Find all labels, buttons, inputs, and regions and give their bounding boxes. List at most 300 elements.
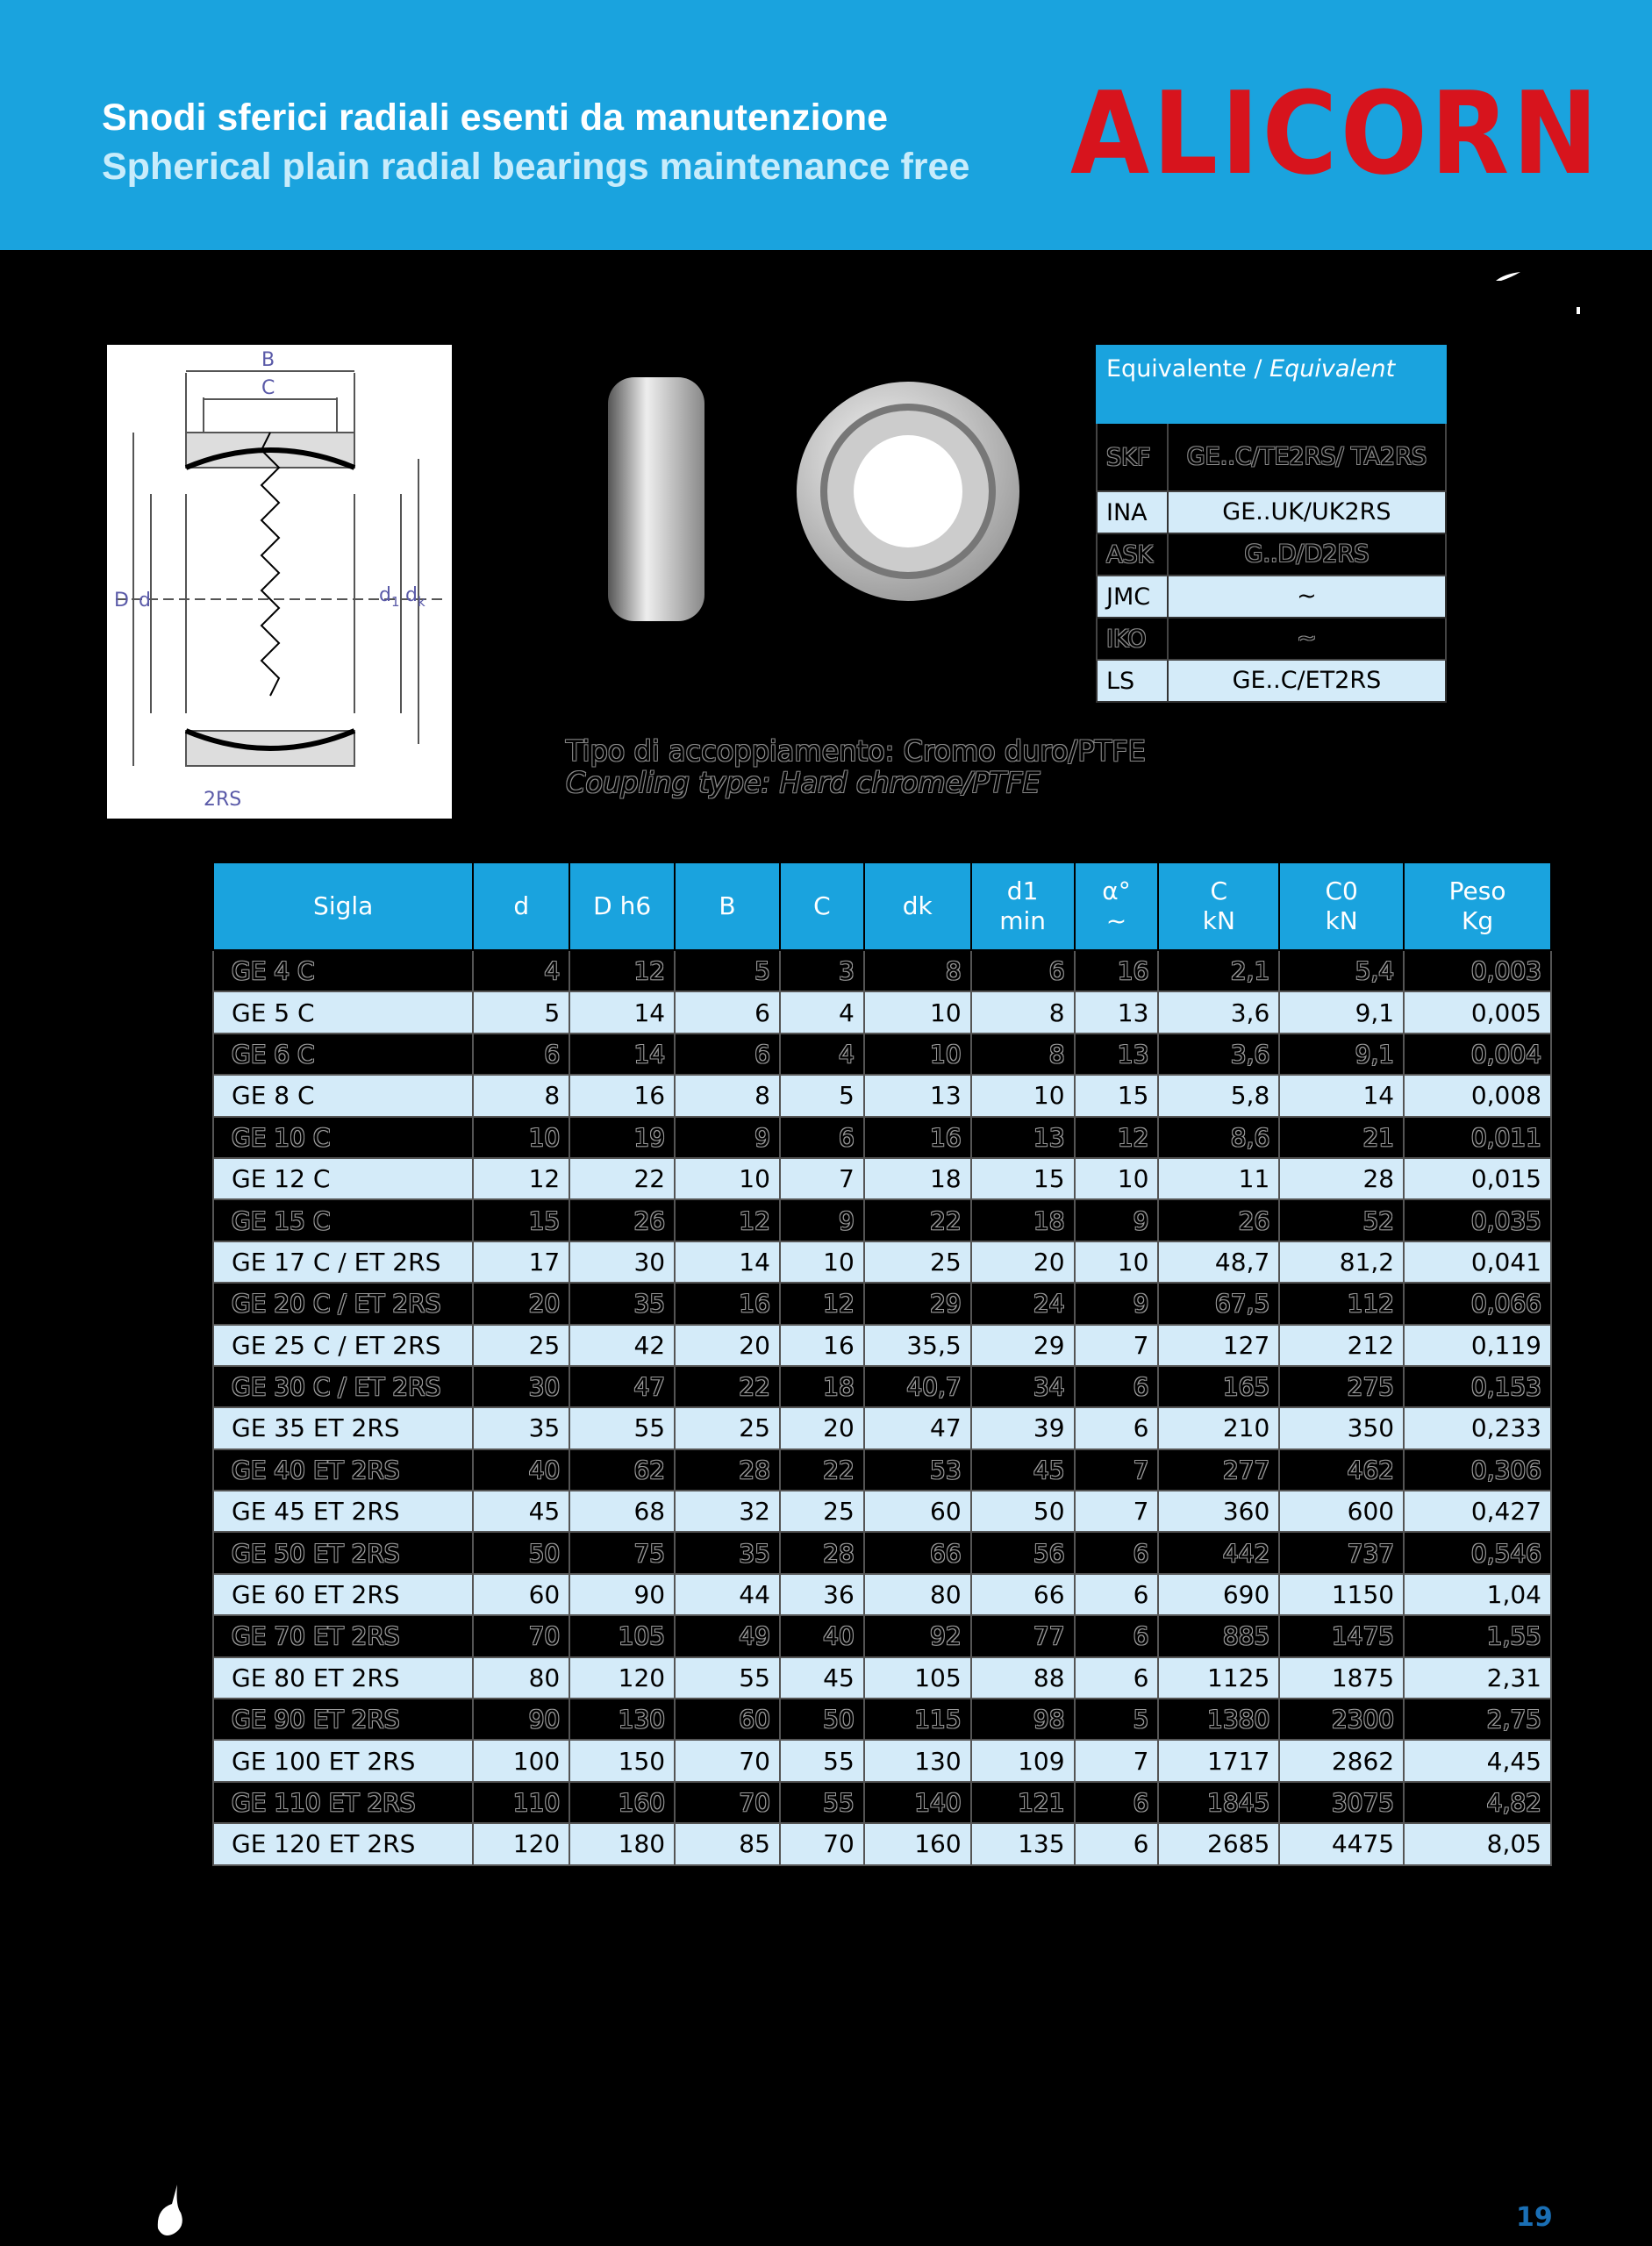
column-header-label: D h6 xyxy=(593,891,652,920)
value-cell: 45 xyxy=(780,1657,864,1699)
sigla-cell: GE 35 ET 2RS xyxy=(213,1407,473,1448)
value-cell: 6 xyxy=(675,991,780,1033)
sigla-cell: GE 20 C / ET 2RS xyxy=(213,1283,473,1324)
value-cell: 22 xyxy=(864,1199,971,1241)
equivalent-code: GE..UK/UK2RS xyxy=(1168,491,1446,533)
value-cell: 4,45 xyxy=(1404,1740,1551,1781)
value-cell: 80 xyxy=(864,1574,971,1615)
value-cell: 8 xyxy=(971,991,1075,1033)
value-cell: 5,4 xyxy=(1279,950,1404,991)
column-header-label: C0 xyxy=(1325,876,1358,905)
equivalent-code: GE..C/ET2RS xyxy=(1168,660,1446,702)
value-cell: 24 xyxy=(971,1283,1075,1324)
value-cell: 35 xyxy=(675,1532,780,1573)
value-cell: 0,035 xyxy=(1404,1199,1551,1241)
value-cell: 92 xyxy=(864,1615,971,1656)
value-cell: 15 xyxy=(473,1199,569,1241)
value-cell: 9 xyxy=(780,1199,864,1241)
value-cell: 9 xyxy=(675,1117,780,1158)
equivalent-code: ~ xyxy=(1168,618,1446,660)
equivalent-row xyxy=(1097,533,1446,576)
value-cell: 0,003 xyxy=(1404,950,1551,991)
value-cell: 135 xyxy=(971,1823,1075,1864)
value-cell: 7 xyxy=(1075,1449,1159,1491)
sigla-cell: GE 60 ET 2RS xyxy=(213,1574,473,1615)
bearing-section-diagram xyxy=(107,345,452,819)
value-cell: 16 xyxy=(780,1325,864,1366)
value-cell: 462 xyxy=(1279,1449,1404,1491)
value-cell: 3,6 xyxy=(1158,1034,1279,1075)
column-header-unit: kN xyxy=(1202,906,1235,935)
value-cell: 100 xyxy=(473,1740,569,1781)
sigla-cell: GE 4 C xyxy=(213,950,473,991)
value-cell: 19 xyxy=(569,1117,675,1158)
value-cell: 20 xyxy=(675,1325,780,1366)
value-cell: 2300 xyxy=(1279,1699,1404,1740)
value-cell: 40 xyxy=(780,1615,864,1656)
value-cell: 5 xyxy=(675,950,780,991)
value-cell: 14 xyxy=(569,991,675,1033)
value-cell: 36 xyxy=(780,1574,864,1615)
value-cell: 180 xyxy=(569,1823,675,1864)
table-row xyxy=(213,1823,1551,1864)
value-cell: 3 xyxy=(780,950,864,991)
equivalent-row xyxy=(1097,423,1446,491)
equivalent-brand: SKF xyxy=(1097,423,1168,491)
equivalent-heading xyxy=(1097,346,1446,423)
value-cell: 8 xyxy=(971,1034,1075,1075)
value-cell: 47 xyxy=(864,1407,971,1448)
value-cell: 3,6 xyxy=(1158,991,1279,1033)
value-cell: 350 xyxy=(1279,1407,1404,1448)
sigla-cell: GE 8 C xyxy=(213,1075,473,1116)
value-cell: 160 xyxy=(864,1823,971,1864)
value-cell: 40,7 xyxy=(864,1366,971,1407)
value-cell: 442 xyxy=(1158,1532,1279,1573)
value-cell: 6 xyxy=(780,1117,864,1158)
value-cell: 12 xyxy=(569,950,675,991)
value-cell: 110 xyxy=(473,1782,569,1823)
value-cell: 35,5 xyxy=(864,1325,971,1366)
label-dk: d xyxy=(405,584,418,606)
value-cell: 4 xyxy=(780,1034,864,1075)
value-cell: 2,31 xyxy=(1404,1657,1551,1699)
value-cell: 10 xyxy=(1075,1158,1159,1199)
column-header xyxy=(1158,862,1279,950)
table-row xyxy=(213,1117,1551,1158)
value-cell: 48,7 xyxy=(1158,1241,1279,1283)
value-cell: 360 xyxy=(1158,1491,1279,1532)
value-cell: 40 xyxy=(473,1449,569,1491)
value-cell: 85 xyxy=(675,1823,780,1864)
value-cell: 16 xyxy=(569,1075,675,1116)
sigla-cell: GE 10 C xyxy=(213,1117,473,1158)
column-header-label: d xyxy=(513,891,530,920)
label-C: C xyxy=(261,377,275,399)
value-cell: 0,066 xyxy=(1404,1283,1551,1324)
equivalent-brand: ASK xyxy=(1097,533,1168,576)
value-cell: 130 xyxy=(864,1740,971,1781)
value-cell: 50 xyxy=(780,1699,864,1740)
value-cell: 16 xyxy=(675,1283,780,1324)
value-cell: 20 xyxy=(473,1283,569,1324)
equivalent-brand: IKO xyxy=(1097,618,1168,660)
value-cell: 6 xyxy=(971,950,1075,991)
value-cell: 1845 xyxy=(1158,1782,1279,1823)
column-header xyxy=(473,862,569,950)
value-cell: 9,1 xyxy=(1279,1034,1404,1075)
brand-wordmark: ALICORN xyxy=(1070,75,1601,180)
label-B: B xyxy=(261,349,275,371)
coupling-type-it: Tipo di accoppiamento: Cromo duro/PTFE xyxy=(566,734,1146,768)
table-row xyxy=(213,1283,1551,1324)
equivalent-brand: LS xyxy=(1097,660,1168,702)
value-cell: 81,2 xyxy=(1279,1241,1404,1283)
value-cell: 70 xyxy=(675,1740,780,1781)
table-row xyxy=(213,1199,1551,1241)
value-cell: 25 xyxy=(675,1407,780,1448)
value-cell: 690 xyxy=(1158,1574,1279,1615)
value-cell: 60 xyxy=(864,1491,971,1532)
value-cell: 80 xyxy=(473,1657,569,1699)
label-d1: d xyxy=(379,584,391,606)
sigla-cell: GE 70 ET 2RS xyxy=(213,1615,473,1656)
sigla-cell: GE 6 C xyxy=(213,1034,473,1075)
column-header xyxy=(864,862,971,950)
value-cell: 45 xyxy=(971,1449,1075,1491)
value-cell: 1875 xyxy=(1279,1657,1404,1699)
value-cell: 29 xyxy=(971,1325,1075,1366)
value-cell: 150 xyxy=(569,1740,675,1781)
value-cell: 12 xyxy=(473,1158,569,1199)
value-cell: 1717 xyxy=(1158,1740,1279,1781)
value-cell: 26 xyxy=(569,1199,675,1241)
value-cell: 90 xyxy=(473,1699,569,1740)
value-cell: 10 xyxy=(780,1241,864,1283)
column-header-label: C xyxy=(1210,876,1228,905)
sigla-cell: GE 80 ET 2RS xyxy=(213,1657,473,1699)
page-header xyxy=(0,0,1652,250)
value-cell: 98 xyxy=(971,1699,1075,1740)
value-cell: 130 xyxy=(569,1699,675,1740)
value-cell: 0,004 xyxy=(1404,1034,1551,1075)
value-cell: 165 xyxy=(1158,1366,1279,1407)
value-cell: 10 xyxy=(1075,1241,1159,1283)
value-cell: 15 xyxy=(1075,1075,1159,1116)
value-cell: 55 xyxy=(780,1740,864,1781)
value-cell: 68 xyxy=(569,1491,675,1532)
value-cell: 5 xyxy=(780,1075,864,1116)
value-cell: 30 xyxy=(473,1366,569,1407)
value-cell: 77 xyxy=(971,1615,1075,1656)
sigla-cell: GE 120 ET 2RS xyxy=(213,1823,473,1864)
value-cell: 8 xyxy=(675,1075,780,1116)
column-header-label: Peso xyxy=(1448,876,1506,905)
column-header-label: B xyxy=(719,891,736,920)
title-italian: Snodi sferici radiali esenti da manutenzione xyxy=(102,97,889,139)
column-header xyxy=(780,862,864,950)
value-cell: 6 xyxy=(1075,1366,1159,1407)
sigla-cell: GE 15 C xyxy=(213,1199,473,1241)
table-row xyxy=(213,1740,1551,1781)
value-cell: 39 xyxy=(971,1407,1075,1448)
value-cell: 9 xyxy=(1075,1283,1159,1324)
label-D: D xyxy=(114,590,129,612)
column-header-unit: ~ xyxy=(1105,906,1127,935)
page-number: 19 xyxy=(1516,2202,1553,2233)
value-cell: 18 xyxy=(864,1158,971,1199)
value-cell: 17 xyxy=(473,1241,569,1283)
value-cell: 60 xyxy=(675,1699,780,1740)
value-cell: 105 xyxy=(569,1615,675,1656)
column-header-label: Sigla xyxy=(313,891,374,920)
unicorn-emblem-icon xyxy=(151,2183,195,2241)
sigla-cell: GE 110 ET 2RS xyxy=(213,1782,473,1823)
value-cell: 53 xyxy=(864,1449,971,1491)
value-cell: 90 xyxy=(569,1574,675,1615)
value-cell: 14 xyxy=(1279,1075,1404,1116)
value-cell: 9 xyxy=(1075,1199,1159,1241)
value-cell: 22 xyxy=(675,1366,780,1407)
value-cell: 2,1 xyxy=(1158,950,1279,991)
table-row xyxy=(213,1449,1551,1491)
value-cell: 14 xyxy=(569,1034,675,1075)
table-row xyxy=(213,1241,1551,1283)
value-cell: 1,04 xyxy=(1404,1574,1551,1615)
label-d1-sub: 1 xyxy=(391,594,400,610)
column-header xyxy=(1279,862,1404,950)
value-cell: 160 xyxy=(569,1782,675,1823)
value-cell: 32 xyxy=(675,1491,780,1532)
value-cell: 3075 xyxy=(1279,1782,1404,1823)
value-cell: 44 xyxy=(675,1574,780,1615)
value-cell: 50 xyxy=(473,1532,569,1573)
value-cell: 62 xyxy=(569,1449,675,1491)
value-cell: 28 xyxy=(780,1532,864,1573)
value-cell: 49 xyxy=(675,1615,780,1656)
value-cell: 15 xyxy=(971,1158,1075,1199)
value-cell: 55 xyxy=(569,1407,675,1448)
column-header-label: dk xyxy=(902,891,933,920)
value-cell: 121 xyxy=(971,1782,1075,1823)
value-cell: 18 xyxy=(971,1199,1075,1241)
value-cell: 0,153 xyxy=(1404,1366,1551,1407)
value-cell: 25 xyxy=(864,1241,971,1283)
alicorn-logo xyxy=(1070,75,1606,180)
table-row xyxy=(213,1491,1551,1532)
value-cell: 6 xyxy=(1075,1407,1159,1448)
value-cell: 5 xyxy=(1075,1699,1159,1740)
value-cell: 88 xyxy=(971,1657,1075,1699)
label-d: d xyxy=(139,590,151,612)
value-cell: 47 xyxy=(569,1366,675,1407)
value-cell: 70 xyxy=(780,1823,864,1864)
value-cell: 25 xyxy=(473,1325,569,1366)
value-cell: 109 xyxy=(971,1740,1075,1781)
equivalent-brand: JMC xyxy=(1097,576,1168,618)
decorative-mark xyxy=(1577,307,1580,314)
table-row xyxy=(213,1574,1551,1615)
table-row xyxy=(213,1699,1551,1740)
value-cell: 10 xyxy=(675,1158,780,1199)
equivalent-brand: INA xyxy=(1097,491,1168,533)
value-cell: 2,75 xyxy=(1404,1699,1551,1740)
value-cell: 20 xyxy=(780,1407,864,1448)
sigla-cell: GE 5 C xyxy=(213,991,473,1033)
value-cell: 0,005 xyxy=(1404,991,1551,1033)
value-cell: 210 xyxy=(1158,1407,1279,1448)
value-cell: 28 xyxy=(675,1449,780,1491)
value-cell: 0,011 xyxy=(1404,1117,1551,1158)
sigla-cell: GE 45 ET 2RS xyxy=(213,1491,473,1532)
value-cell: 35 xyxy=(569,1283,675,1324)
value-cell: 4475 xyxy=(1279,1823,1404,1864)
value-cell: 10 xyxy=(864,991,971,1033)
decorative-swoosh-icon xyxy=(1496,270,1522,283)
equivalent-code: ~ xyxy=(1168,576,1446,618)
value-cell: 22 xyxy=(780,1449,864,1491)
value-cell: 8 xyxy=(864,950,971,991)
value-cell: 277 xyxy=(1158,1449,1279,1491)
table-row xyxy=(213,1075,1551,1116)
sigla-cell: GE 90 ET 2RS xyxy=(213,1699,473,1740)
column-header xyxy=(675,862,780,950)
table-row xyxy=(213,1615,1551,1656)
value-cell: 2862 xyxy=(1279,1740,1404,1781)
value-cell: 13 xyxy=(1075,991,1159,1033)
value-cell: 5 xyxy=(473,991,569,1033)
value-cell: 70 xyxy=(473,1615,569,1656)
value-cell: 12 xyxy=(675,1199,780,1241)
column-header xyxy=(971,862,1075,950)
value-cell: 737 xyxy=(1279,1532,1404,1573)
value-cell: 13 xyxy=(971,1117,1075,1158)
coupling-type xyxy=(566,735,1146,798)
value-cell: 127 xyxy=(1158,1325,1279,1366)
value-cell: 34 xyxy=(971,1366,1075,1407)
column-header xyxy=(1075,862,1159,950)
value-cell: 29 xyxy=(864,1283,971,1324)
value-cell: 8 xyxy=(473,1075,569,1116)
table-row xyxy=(213,1657,1551,1699)
table-row xyxy=(213,1782,1551,1823)
equivalent-row xyxy=(1097,618,1446,660)
value-cell: 5,8 xyxy=(1158,1075,1279,1116)
value-cell: 20 xyxy=(971,1241,1075,1283)
value-cell: 45 xyxy=(473,1491,569,1532)
value-cell: 55 xyxy=(780,1782,864,1823)
value-cell: 11 xyxy=(1158,1158,1279,1199)
sigla-cell: GE 30 C / ET 2RS xyxy=(213,1366,473,1407)
value-cell: 6 xyxy=(1075,1574,1159,1615)
value-cell: 212 xyxy=(1279,1325,1404,1366)
value-cell: 8,05 xyxy=(1404,1823,1551,1864)
equivalent-table xyxy=(1096,345,1447,703)
column-header-unit: Kg xyxy=(1461,906,1494,935)
coupling-type-en: Coupling type: Hard chrome/PTFE xyxy=(566,766,1041,799)
value-cell: 25 xyxy=(780,1491,864,1532)
value-cell: 0,546 xyxy=(1404,1532,1551,1573)
value-cell: 6 xyxy=(1075,1532,1159,1573)
equivalent-row xyxy=(1097,491,1446,533)
value-cell: 1380 xyxy=(1158,1699,1279,1740)
value-cell: 7 xyxy=(1075,1325,1159,1366)
equivalent-code: G..D/D2RS xyxy=(1168,533,1446,576)
value-cell: 0,008 xyxy=(1404,1075,1551,1116)
table-row xyxy=(213,1158,1551,1199)
value-cell: 42 xyxy=(569,1325,675,1366)
value-cell: 50 xyxy=(971,1491,1075,1532)
column-header xyxy=(213,862,473,950)
value-cell: 13 xyxy=(864,1075,971,1116)
sigla-cell: GE 50 ET 2RS xyxy=(213,1532,473,1573)
value-cell: 885 xyxy=(1158,1615,1279,1656)
value-cell: 67,5 xyxy=(1158,1283,1279,1324)
column-header-unit: kN xyxy=(1325,906,1358,935)
value-cell: 21 xyxy=(1279,1117,1404,1158)
value-cell: 55 xyxy=(675,1657,780,1699)
sigla-cell: GE 12 C xyxy=(213,1158,473,1199)
value-cell: 4,82 xyxy=(1404,1782,1551,1823)
value-cell: 10 xyxy=(864,1034,971,1075)
value-cell: 140 xyxy=(864,1782,971,1823)
title-english: Spherical plain radial bearings maintenance free xyxy=(102,146,970,188)
table-header-row xyxy=(213,862,1551,950)
value-cell: 6 xyxy=(473,1034,569,1075)
dimensions-table xyxy=(212,862,1552,1866)
value-cell: 6 xyxy=(1075,1823,1159,1864)
value-cell: 0,119 xyxy=(1404,1325,1551,1366)
value-cell: 1475 xyxy=(1279,1615,1404,1656)
value-cell: 52 xyxy=(1279,1199,1404,1241)
value-cell: 9,1 xyxy=(1279,991,1404,1033)
value-cell: 7 xyxy=(780,1158,864,1199)
value-cell: 2685 xyxy=(1158,1823,1279,1864)
equivalent-code: GE..C/TE2RS/ TA2RS xyxy=(1168,423,1446,491)
column-header-label: d1 xyxy=(1006,876,1039,905)
equivalent-row xyxy=(1097,576,1446,618)
value-cell: 10 xyxy=(971,1075,1075,1116)
equivalent-row xyxy=(1097,660,1446,702)
value-cell: 1150 xyxy=(1279,1574,1404,1615)
value-cell: 600 xyxy=(1279,1491,1404,1532)
sigla-cell: GE 17 C / ET 2RS xyxy=(213,1241,473,1283)
table-row xyxy=(213,1407,1551,1448)
column-header-unit: min xyxy=(999,906,1046,935)
label-dk-sub: k xyxy=(418,594,426,610)
value-cell: 7 xyxy=(1075,1740,1159,1781)
value-cell: 1125 xyxy=(1158,1657,1279,1699)
value-cell: 4 xyxy=(473,950,569,991)
value-cell: 30 xyxy=(569,1241,675,1283)
value-cell: 115 xyxy=(864,1699,971,1740)
column-header-label: C xyxy=(813,891,831,920)
table-row xyxy=(213,950,1551,991)
value-cell: 14 xyxy=(675,1241,780,1283)
bearing-product-photo xyxy=(575,368,1031,632)
table-row xyxy=(213,1034,1551,1075)
value-cell: 112 xyxy=(1279,1283,1404,1324)
value-cell: 35 xyxy=(473,1407,569,1448)
sigla-cell: GE 25 C / ET 2RS xyxy=(213,1325,473,1366)
equivalent-heading-en: Equivalent xyxy=(1269,355,1396,383)
value-cell: 66 xyxy=(864,1532,971,1573)
value-cell: 120 xyxy=(473,1823,569,1864)
table-row xyxy=(213,1532,1551,1573)
value-cell: 0,306 xyxy=(1404,1449,1551,1491)
value-cell: 6 xyxy=(1075,1782,1159,1823)
value-cell: 12 xyxy=(1075,1117,1159,1158)
